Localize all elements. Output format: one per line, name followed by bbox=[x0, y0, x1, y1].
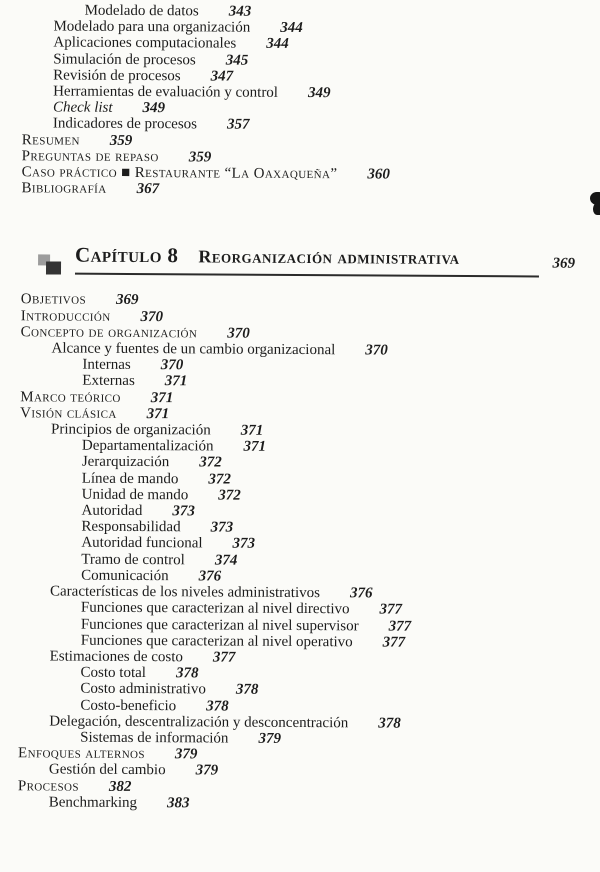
toc-entry bbox=[21, 181, 600, 201]
toc-entry-label: Responsabilidad bbox=[81, 518, 181, 536]
toc-entry-page-number: 373 bbox=[172, 503, 195, 520]
toc-entry-label: Externas bbox=[82, 373, 135, 390]
toc-entry-label: Tramo de control bbox=[81, 551, 185, 568]
toc-entry-page-number: 369 bbox=[115, 292, 139, 309]
toc-entry-label: Objetivos bbox=[20, 291, 87, 309]
toc-entry-page-number: 372 bbox=[199, 454, 222, 471]
toc-entry-page-number: 371 bbox=[150, 389, 174, 406]
scan-artifact bbox=[593, 202, 600, 215]
toc-entry-label: Jerarquización bbox=[81, 454, 170, 471]
toc-entry-label: Costo-beneficio bbox=[80, 697, 177, 714]
toc-entry-label: Sistemas de información bbox=[80, 729, 229, 747]
chapter-number: Capítulo 8 bbox=[75, 243, 179, 268]
toc-entry-label: Enfoques alternos bbox=[18, 745, 145, 763]
toc-entry-label: Indicadores de procesos bbox=[52, 115, 198, 133]
toc-entry-page-number: 344 bbox=[266, 36, 289, 53]
toc-entry-page-number: 377 bbox=[212, 649, 236, 666]
toc-top-section bbox=[1, 2, 600, 200]
toc-entry-page-number: 343 bbox=[228, 3, 252, 20]
toc-entry-page-number: 371 bbox=[243, 438, 267, 456]
toc-entry-page-number: 377 bbox=[379, 601, 403, 618]
toc-entry-label: Caso práctico ■ Restaurante “La Oaxaqueña” bbox=[21, 164, 338, 183]
toc-entry-label: Aplicaciones computacionales bbox=[53, 34, 237, 53]
toc-entry-label: Autoridad funcional bbox=[81, 535, 203, 552]
toc-entry-label: Internas bbox=[82, 356, 131, 374]
toc-entry-label: Características de los niveles administrativos bbox=[49, 583, 321, 602]
toc-entry-label: Preguntas de repaso bbox=[21, 148, 159, 165]
toc-entry-label: Comunicación bbox=[81, 567, 169, 585]
toc-entry-label: Check list bbox=[52, 99, 113, 117]
toc-entry-label: Procesos bbox=[17, 777, 79, 795]
toc-entry-label: Concepto de organización bbox=[20, 324, 198, 342]
toc-entry-page-number: 378 bbox=[175, 665, 199, 682]
toc-entry-label: Visión clásica bbox=[20, 405, 117, 422]
toc-entry-page-number: 376 bbox=[349, 585, 373, 602]
toc-entry-label: Autoridad bbox=[81, 502, 143, 520]
toc-entry-label: Modelado para una organización bbox=[53, 18, 251, 36]
toc-entry-label: Benchmarking bbox=[48, 794, 138, 811]
toc-entry-page-number: 344 bbox=[280, 20, 303, 37]
toc-entry-page-number: 371 bbox=[164, 373, 188, 390]
toc-entry-page-number: 349 bbox=[142, 100, 166, 117]
toc-entry-label: Costo total bbox=[80, 664, 147, 682]
chapter-heading bbox=[37, 243, 575, 278]
chapter-title: Reorganización administrativa bbox=[198, 246, 460, 269]
toc-entry-page-number: 378 bbox=[235, 681, 259, 699]
chapter-title-group bbox=[75, 243, 539, 278]
toc-chapter-section bbox=[0, 292, 600, 814]
toc-entry-label: Delegación, descentralización y desconcentración bbox=[49, 713, 349, 732]
toc-entry-page-number: 372 bbox=[218, 487, 241, 504]
toc-entry-page-number: 370 bbox=[140, 308, 164, 325]
toc-entry-label: Revisión de procesos bbox=[53, 67, 181, 85]
toc-entry-page-number: 345 bbox=[225, 52, 249, 69]
toc-entry-label: Línea de mando bbox=[81, 470, 179, 487]
toc-entry-page-number: 359 bbox=[109, 132, 133, 149]
toc-entry-page-number: 382 bbox=[108, 778, 132, 795]
toc-entry-label: Funciones que caracterizan al nivel supervisor bbox=[80, 616, 359, 634]
toc-entry-page-number: 347 bbox=[210, 68, 234, 85]
toc-entry-page-number: 367 bbox=[136, 181, 160, 198]
toc-entry-page-number: 359 bbox=[188, 149, 212, 166]
toc-entry-page-number: 370 bbox=[365, 342, 388, 359]
toc-entry-label: Departamentalización bbox=[81, 437, 214, 455]
toc-entry-label: Unidad de mando bbox=[81, 486, 189, 504]
toc-entry-page-number: 371 bbox=[146, 405, 170, 423]
toc-entry-label: Funciones que caracterizan al nivel directivo bbox=[80, 599, 350, 618]
toc-entry bbox=[49, 794, 598, 814]
toc-entry-page-number: 357 bbox=[226, 116, 250, 134]
toc-entry-page-number: 378 bbox=[206, 697, 229, 715]
toc-entry-page-number: 360 bbox=[367, 166, 390, 183]
toc-entry-page-number: 378 bbox=[378, 715, 401, 732]
toc-entry-label: Funciones que caracterizan al nivel operativo bbox=[80, 632, 353, 651]
toc-entry-page-number: 377 bbox=[388, 618, 412, 635]
toc-entry-page-number: 370 bbox=[160, 357, 184, 374]
toc-entry-page-number: 379 bbox=[174, 746, 198, 763]
toc-entry-label: Bibliografía bbox=[21, 180, 107, 198]
toc-entry-page-number: 373 bbox=[232, 536, 256, 553]
toc-entry-label: Estimaciones de costo bbox=[49, 648, 184, 666]
toc-entry-label: Resumen bbox=[21, 131, 80, 149]
toc-entry-page-number: 372 bbox=[208, 471, 231, 488]
toc-entry-page-number: 371 bbox=[240, 422, 264, 439]
toc-entry-label: Gestión del cambio bbox=[48, 761, 166, 779]
toc-entry-label: Alcance y fuentes de un cambio organizacional bbox=[51, 340, 336, 359]
toc-entry-page-number: 373 bbox=[210, 519, 234, 536]
toc-entry-page-number: 379 bbox=[258, 730, 282, 747]
toc-entry-label: Principios de organización bbox=[50, 421, 211, 439]
toc-entry-page-number: 377 bbox=[382, 634, 406, 651]
toc-entry bbox=[53, 116, 600, 136]
toc-entry-page-number: 374 bbox=[214, 552, 238, 569]
chapter-page-number: 369 bbox=[552, 255, 576, 273]
toc-entry-page-number: 349 bbox=[307, 85, 331, 102]
toc-entry-page-number: 379 bbox=[195, 762, 219, 779]
toc-entry-label: Modelado de datos bbox=[84, 2, 199, 20]
toc-entry-label: Herramientas de evaluación y control bbox=[53, 83, 279, 101]
toc-entry-page-number: 376 bbox=[198, 568, 222, 585]
toc-entry-page-number: 383 bbox=[167, 794, 190, 812]
toc-entry-label: Introducción bbox=[20, 307, 111, 325]
toc-entry-page-number: 370 bbox=[227, 325, 250, 342]
overlapping-squares-icon bbox=[37, 254, 63, 276]
toc-entry-label: Simulación de procesos bbox=[53, 51, 196, 68]
toc-entry-label: Marco teórico bbox=[20, 388, 121, 406]
toc-entry-label: Costo administrativo bbox=[80, 680, 206, 698]
